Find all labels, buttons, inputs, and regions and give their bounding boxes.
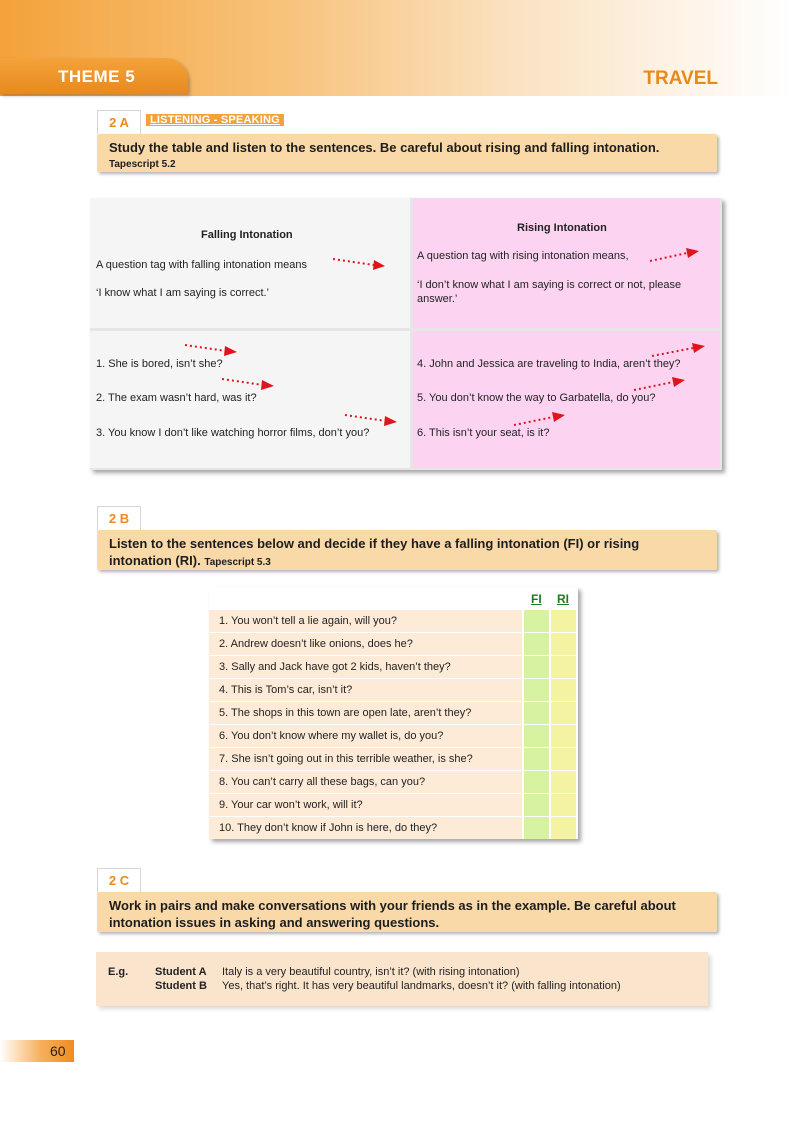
rising-examples-cell: [413, 331, 720, 468]
ri-answer-cell[interactable]: [551, 817, 576, 839]
fi-answer-cell[interactable]: [524, 794, 549, 816]
rising-arrow-icon: [649, 247, 701, 265]
page-number: 60: [50, 1043, 66, 1059]
table-row: [209, 610, 578, 632]
falling-meaning: ‘I know what I am saying is correct.’: [96, 287, 270, 299]
rising-arrow-icon: [633, 376, 689, 394]
fi-answer-cell[interactable]: [524, 748, 549, 770]
student-b-label: Student B: [155, 980, 207, 992]
rising-example-5: 5. You don’t know the way to Garbatella, do you?: [417, 392, 656, 404]
rising-arrow-icon: [651, 342, 707, 360]
sentence: 9. Your car won’t work, will it?: [209, 794, 522, 816]
ri-answer-cell[interactable]: [551, 679, 576, 701]
falling-example-1: 1. She is bored, isn’t she?: [96, 358, 223, 370]
table-row: [209, 748, 578, 770]
table-row: [209, 702, 578, 724]
falling-example-2: 2. The exam wasn’t hard, was it?: [96, 392, 257, 404]
falling-title: Falling Intonation: [201, 229, 293, 241]
table-row: [209, 633, 578, 655]
falling-arrow-icon: [344, 413, 400, 427]
section-tag-2b: 2 B: [97, 506, 141, 530]
ri-answer-cell[interactable]: [551, 633, 576, 655]
section-tag-2a: 2 A: [97, 110, 141, 134]
falling-desc: A question tag with falling intonation means: [96, 259, 307, 271]
rising-meaning-line1: ‘I don’t know what I am saying is correct or not, please: [417, 279, 682, 291]
rising-desc: A question tag with rising intonation means,: [417, 250, 629, 262]
fi-answer-cell[interactable]: [524, 679, 549, 701]
rising-example-4: 4. John and Jessica are traveling to India, aren’t they?: [417, 358, 681, 370]
rising-example-6: 6. This isn’t your seat, is it?: [417, 427, 550, 439]
table-row: [209, 656, 578, 678]
tapescript-2a: Tapescript 5.2: [109, 159, 176, 170]
sentence: 1. You won’t tell a lie again, will you?: [209, 610, 522, 632]
ri-answer-cell[interactable]: [551, 794, 576, 816]
instruction-2c: Work in pairs and make conversations with your friends as in the example. Be careful about intonation issues in asking and answering questions.: [97, 892, 717, 932]
table-row: [209, 771, 578, 793]
sentence: 5. The shops in this town are open late, aren’t they?: [209, 702, 522, 724]
fi-answer-cell[interactable]: [524, 725, 549, 747]
table-row: [209, 817, 578, 839]
sentence: 6. You don’t know where my wallet is, do you?: [209, 725, 522, 747]
instruction-2b: [97, 530, 717, 570]
ri-answer-cell[interactable]: [551, 702, 576, 724]
table-row: [209, 679, 578, 701]
sentence: 3. Sally and Jack have got 2 kids, haven’t they?: [209, 656, 522, 678]
unit-title: TRAVEL: [643, 68, 718, 89]
falling-examples-cell: [90, 331, 410, 468]
ri-answer-cell[interactable]: [551, 725, 576, 747]
fi-answer-cell[interactable]: [524, 633, 549, 655]
theme-label: THEME 5: [58, 67, 136, 86]
ri-answer-cell[interactable]: [551, 748, 576, 770]
ri-answer-cell[interactable]: [551, 771, 576, 793]
student-a-line: Italy is a very beautiful country, isn’t it? (with rising intonation): [222, 966, 520, 978]
falling-arrow-icon: [221, 377, 277, 391]
falling-arrow-icon: [332, 256, 388, 270]
fi-answer-cell[interactable]: [524, 771, 549, 793]
sentence: 4. This is Tom’s car, isn’t it?: [209, 679, 522, 701]
rising-meaning-line2: answer.’: [417, 293, 458, 305]
fi-answer-cell[interactable]: [524, 702, 549, 724]
instruction-2a: [97, 134, 717, 172]
student-a-label: Student A: [155, 966, 207, 978]
falling-example-3: 3. You know I don’t like watching horror films, don’t you?: [96, 427, 370, 439]
section-tag-2c: 2 C: [97, 868, 141, 892]
sentence: 7. She isn’t going out in this terrible weather, is she?: [209, 748, 522, 770]
rising-intonation-cell: [413, 198, 720, 328]
falling-intonation-cell: [90, 198, 410, 328]
instruction-2b-text: Listen to the sentences below and decide if they have a falling intonation (FI) or rising intonation (RI).: [109, 536, 640, 568]
tapescript-2b: Tapescript 5.3: [204, 557, 271, 568]
intonation-table: [90, 198, 722, 470]
fi-answer-cell[interactable]: [524, 656, 549, 678]
column-header-fi: FI: [531, 592, 542, 606]
example-label: E.g.: [108, 966, 129, 978]
table-row: [209, 725, 578, 747]
sentence: 2. Andrew doesn’t like onions, does he?: [209, 633, 522, 655]
student-b-line: Yes, that’s right. It has very beautiful landmarks, doesn’t it? (with falling intonation): [222, 980, 621, 992]
sentence: 10. They don’t know if John is here, do they?: [209, 817, 522, 839]
table-row: [209, 794, 578, 816]
rising-title: Rising Intonation: [517, 222, 607, 234]
skill-tag: LISTENING - SPEAKING: [146, 114, 284, 126]
ri-answer-cell[interactable]: [551, 656, 576, 678]
example-box: [96, 952, 708, 1006]
ri-answer-cell[interactable]: [551, 610, 576, 632]
sentence: 8. You can’t carry all these bags, can you?: [209, 771, 522, 793]
fi-answer-cell[interactable]: [524, 817, 549, 839]
column-header-ri: RI: [557, 592, 569, 606]
instruction-2a-text: Study the table and listen to the sentences. Be careful about rising and falling intonation.: [109, 140, 660, 155]
falling-arrow-icon: [184, 343, 240, 357]
rising-arrow-icon: [513, 411, 569, 429]
fi-ri-table: [209, 587, 578, 839]
fi-answer-cell[interactable]: [524, 610, 549, 632]
